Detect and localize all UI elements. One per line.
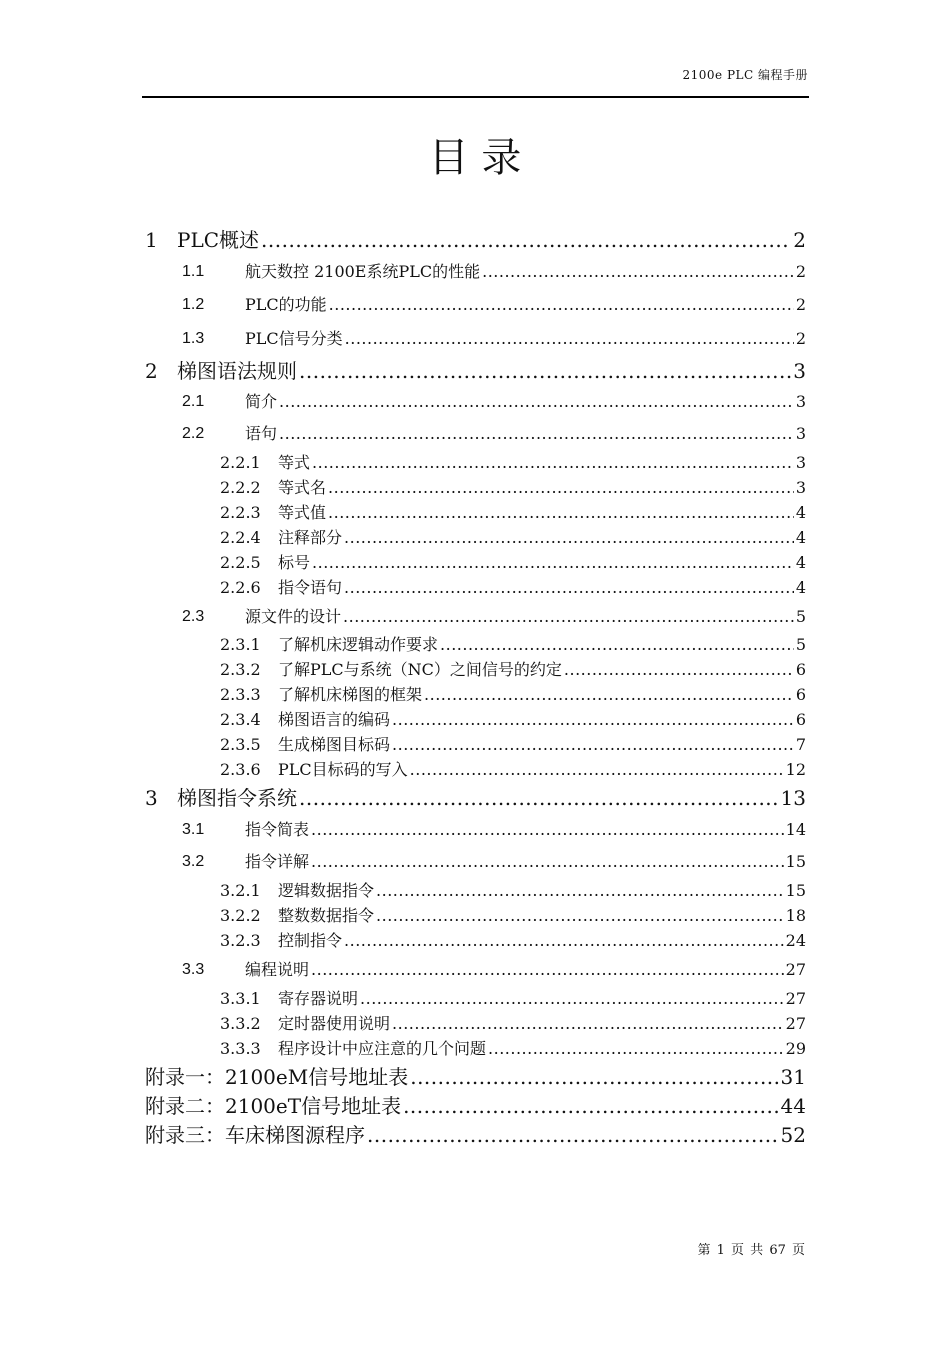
toc-entry-page: 44 — [780, 1094, 806, 1118]
toc-appendix-1[interactable] — [145, 1067, 806, 1087]
toc-dot-leader — [440, 637, 794, 653]
toc-entry-label: 整数数据指令 — [278, 906, 375, 925]
toc-dot-leader — [482, 264, 794, 280]
toc-entry-number: 3.3.2 — [220, 1014, 261, 1033]
toc-entry-number: 2.3.2 — [220, 660, 261, 679]
toc-entry-page: 3 — [793, 359, 806, 383]
toc-entry-3-3-2[interactable] — [220, 1016, 806, 1032]
toc-entry-3-3[interactable] — [182, 962, 806, 978]
toc-entry-3-1[interactable] — [182, 822, 806, 838]
toc-entry-label: 梯图指令系统 — [177, 786, 297, 810]
toc-dot-leader — [311, 822, 784, 838]
toc-entry-page: 7 — [795, 735, 806, 754]
toc-entry-number: 2.2.5 — [220, 553, 261, 572]
toc-entry-1-2[interactable] — [182, 297, 806, 313]
toc-entry-label: 等式名 — [278, 478, 327, 497]
page-footer: 第 1 页 共 67 页 — [697, 1243, 805, 1258]
toc-entry-label: 梯图语言的编码 — [278, 710, 391, 729]
toc-entry-page: 6 — [795, 685, 806, 704]
toc-entry-label: 了解机床逻辑动作要求 — [278, 635, 439, 654]
toc-entry-page: 27 — [785, 960, 806, 979]
toc-entry-number: 2.3.6 — [220, 760, 261, 779]
toc-entry-number: 2 — [145, 359, 158, 383]
toc-dot-leader — [345, 331, 794, 347]
toc-entry-2-3-6[interactable] — [220, 762, 806, 778]
toc-entry-2-2-3[interactable] — [220, 505, 806, 521]
toc-entry-page: 15 — [785, 852, 806, 871]
toc-entry-number: 3 — [145, 786, 158, 810]
toc-entry-page: 29 — [785, 1039, 806, 1058]
toc-entry-page: 12 — [785, 760, 806, 779]
toc-dot-leader — [329, 297, 794, 313]
toc-entry-page: 6 — [795, 660, 806, 679]
toc-dot-leader — [261, 230, 791, 250]
toc-entry-3-2-1[interactable] — [220, 883, 806, 899]
toc-entry-2-2-5[interactable] — [220, 555, 806, 571]
toc-entry-1[interactable] — [145, 230, 806, 250]
toc-entry-2-2-4[interactable] — [220, 530, 806, 546]
toc-dot-leader — [344, 933, 784, 949]
toc-entry-label: 源文件的设计 — [245, 607, 342, 626]
toc-entry-number: 2.2.4 — [220, 528, 261, 547]
toc-dot-leader — [279, 394, 794, 410]
toc-entry-page: 3 — [795, 424, 806, 443]
toc-entry-label: 指令语句 — [278, 578, 343, 597]
toc-entry-page: 14 — [785, 820, 806, 839]
toc-entry-page: 4 — [795, 528, 806, 547]
toc-dot-leader — [392, 1016, 784, 1032]
toc-dot-leader — [343, 609, 794, 625]
toc-entry-number: 2.2.2 — [220, 478, 261, 497]
toc-entry-page: 3 — [795, 392, 806, 411]
toc-entry-page: 2 — [795, 295, 806, 314]
toc-entry-label: 编程说明 — [245, 960, 310, 979]
toc-entry-label: PLC信号分类 — [245, 329, 343, 348]
toc-entry-2-3-4[interactable] — [220, 712, 806, 728]
toc-entry-label: 逻辑数据指令 — [278, 881, 375, 900]
toc-entry-number: 1 — [145, 228, 158, 252]
toc-entry-2-3-3[interactable] — [220, 687, 806, 703]
toc-entry-page: 31 — [780, 1065, 806, 1089]
toc-entry-label: 定时器使用说明 — [278, 1014, 391, 1033]
toc-dot-leader — [403, 1096, 778, 1116]
toc-dot-leader — [564, 662, 794, 678]
toc-dot-leader — [392, 712, 794, 728]
toc-entry-3-3-3[interactable] — [220, 1041, 806, 1057]
toc-entry-1-1[interactable] — [182, 264, 806, 280]
toc-entry-number: 1.2 — [182, 296, 205, 313]
toc-entry-label: 注释部分 — [278, 528, 343, 547]
toc-entry-number: 3.2.2 — [220, 906, 261, 925]
toc-dot-leader — [311, 962, 784, 978]
toc-entry-label: 航天数控 2100E系统PLC的性能 — [245, 262, 481, 281]
toc-dot-leader — [376, 908, 784, 924]
toc-dot-leader — [367, 1125, 779, 1145]
toc-entry-label: 等式 — [278, 453, 311, 472]
toc-dot-leader — [360, 991, 784, 1007]
toc-entry-page: 2 — [795, 262, 806, 281]
toc-entry-2-3-1[interactable] — [220, 637, 806, 653]
toc-entry-3-2-3[interactable] — [220, 933, 806, 949]
toc-appendix-2[interactable] — [145, 1096, 806, 1116]
toc-entry-2-3[interactable] — [182, 609, 806, 625]
toc-entry-3-2[interactable] — [182, 854, 806, 870]
toc-entry-number: 2.3.1 — [220, 635, 261, 654]
toc-entry-label: 附录三：车床梯图源程序 — [145, 1123, 365, 1147]
toc-entry-2-2-1[interactable] — [220, 455, 806, 471]
toc-entry-label: 指令简表 — [245, 820, 310, 839]
running-header: 2100e PLC 编程手册 — [682, 68, 808, 82]
toc-appendix-3[interactable] — [145, 1125, 806, 1145]
toc-entry-number: 3.3 — [182, 961, 205, 978]
toc-dot-leader — [424, 687, 794, 703]
toc-entry-number: 2.2.1 — [220, 453, 261, 472]
toc-entry-number: 3.2.1 — [220, 881, 261, 900]
toc-entry-label: 生成梯图目标码 — [278, 735, 391, 754]
toc-entry-page: 27 — [785, 989, 806, 1008]
toc-entry-3-3-1[interactable] — [220, 991, 806, 1007]
toc-entry-page: 13 — [780, 786, 806, 810]
toc-entry-label: 附录一：2100eM信号地址表 — [145, 1065, 409, 1089]
toc-entry-label: 简介 — [245, 392, 278, 411]
toc-entry-label: 标号 — [278, 553, 311, 572]
toc-entry-number: 2.3.5 — [220, 735, 261, 754]
toc-entry-2-2-6[interactable] — [220, 580, 806, 596]
toc-entry-page: 5 — [795, 607, 806, 626]
toc-entry-number: 2.2.3 — [220, 503, 261, 522]
toc-entry-page: 5 — [795, 635, 806, 654]
toc-dot-leader — [299, 361, 791, 381]
toc-entry-label: PLC目标码的写入 — [278, 760, 408, 779]
toc-entry-number: 3.2 — [182, 853, 205, 870]
toc-entry-page: 6 — [795, 710, 806, 729]
toc-dot-leader — [312, 455, 794, 471]
toc-entry-2-1[interactable] — [182, 394, 806, 410]
toc-dot-leader — [376, 883, 784, 899]
toc-dot-leader — [299, 788, 779, 808]
toc-entry-number: 2.3.3 — [220, 685, 261, 704]
toc-entry-page: 2 — [795, 329, 806, 348]
toc-entry-number: 3.1 — [182, 821, 205, 838]
toc-entry-label: 梯图语法规则 — [177, 359, 297, 383]
toc-dot-leader — [311, 854, 784, 870]
toc-dot-leader — [392, 737, 794, 753]
toc-dot-leader — [344, 580, 794, 596]
toc-entry-label: PLC概述 — [177, 228, 260, 252]
toc-entry-2[interactable] — [145, 361, 806, 381]
toc-entry-number: 2.2 — [182, 425, 205, 442]
toc-entry-page: 3 — [795, 478, 806, 497]
toc-entry-page: 24 — [785, 931, 806, 950]
toc-dot-leader — [410, 762, 784, 778]
toc-entry-label: 了解机床梯图的框架 — [278, 685, 423, 704]
toc-dot-leader — [344, 530, 794, 546]
toc-entry-page: 4 — [795, 578, 806, 597]
toc-entry-2-3-2[interactable] — [220, 662, 806, 678]
toc-entry-page: 18 — [785, 906, 806, 925]
toc-entry-page: 3 — [795, 453, 806, 472]
toc-entry-page: 15 — [785, 881, 806, 900]
page-title: 目 录 — [428, 135, 522, 181]
toc-entry-number: 2.3.4 — [220, 710, 261, 729]
toc-entry-number: 2.1 — [182, 393, 205, 410]
toc-entry-page: 4 — [795, 553, 806, 572]
toc-dot-leader — [312, 555, 794, 571]
toc-entry-label: 控制指令 — [278, 931, 343, 950]
toc-entry-label: 了解PLC与系统（NC）之间信号的约定 — [278, 660, 562, 679]
toc-entry-number: 2.3 — [182, 608, 205, 625]
toc-entry-number: 2.2.6 — [220, 578, 261, 597]
toc-entry-2-2[interactable] — [182, 426, 806, 442]
toc-entry-label: 附录二：2100eT信号地址表 — [145, 1094, 402, 1118]
toc-entry-label: 寄存器说明 — [278, 989, 359, 1008]
toc-entry-3-2-2[interactable] — [220, 908, 806, 924]
toc-entry-1-3[interactable] — [182, 331, 806, 347]
toc-dot-leader — [279, 426, 794, 442]
toc-entry-page: 27 — [785, 1014, 806, 1033]
toc-entry-page: 4 — [795, 503, 806, 522]
toc-dot-leader — [410, 1067, 778, 1087]
toc-entry-page: 52 — [780, 1123, 806, 1147]
toc-entry-number: 3.3.1 — [220, 989, 261, 1008]
toc-entry-label: 指令详解 — [245, 852, 310, 871]
toc-entry-label: PLC的功能 — [245, 295, 327, 314]
toc-entry-2-2-2[interactable] — [220, 480, 806, 496]
toc-entry-2-3-5[interactable] — [220, 737, 806, 753]
toc-entry-number: 1.3 — [182, 330, 205, 347]
toc-dot-leader — [328, 505, 794, 521]
toc-entry-3[interactable] — [145, 788, 806, 808]
toc-dot-leader — [488, 1041, 784, 1057]
toc-entry-label: 等式值 — [278, 503, 327, 522]
toc-entry-number: 3.2.3 — [220, 931, 261, 950]
toc-entry-label: 语句 — [245, 424, 278, 443]
toc-entry-number: 3.3.3 — [220, 1039, 261, 1058]
toc-entry-label: 程序设计中应注意的几个问题 — [278, 1039, 487, 1058]
toc-entry-number: 1.1 — [182, 263, 205, 280]
toc-dot-leader — [328, 480, 794, 496]
toc-entry-page: 2 — [793, 228, 806, 252]
